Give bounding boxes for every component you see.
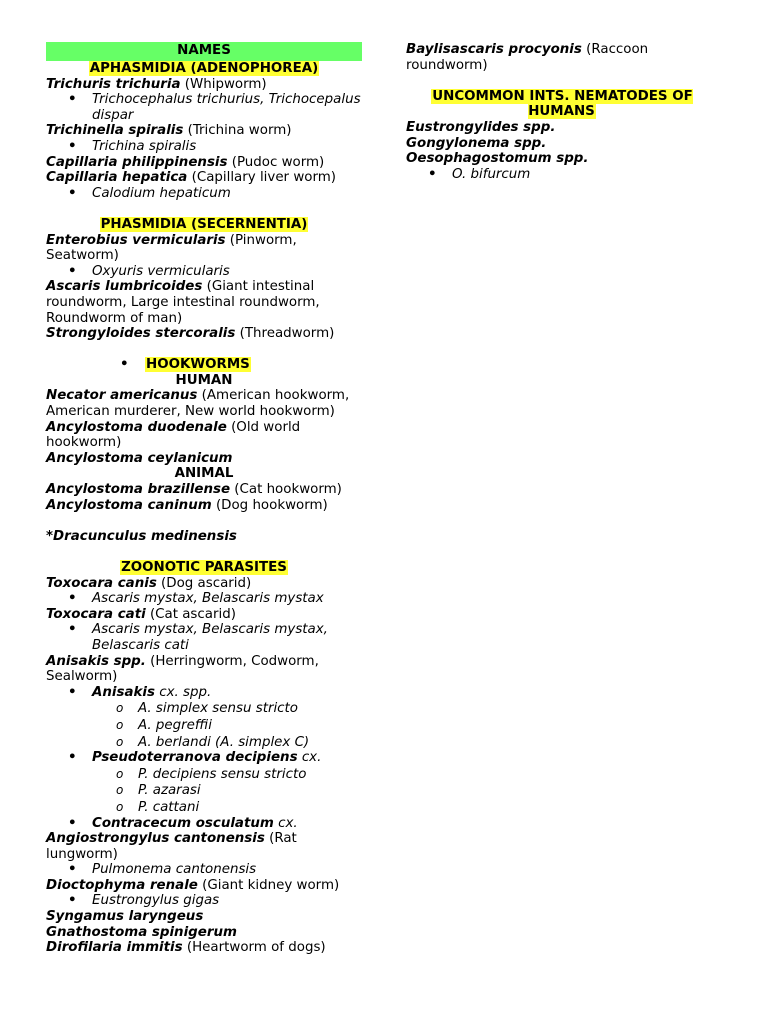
entry-ancylostoma-duodenale: Ancylostoma duodenale (Old world hookworm) [46,419,301,451]
entry-oesophagostomum: Oesophagostomum spp. [406,151,589,167]
entry-anisakis: Anisakis spp. (Herringworm, Codworm, Sealworm) [46,653,319,685]
entry-baylisascaris: Baylisascaris procyonis (Raccoon roundworm) [406,42,649,73]
entry-syngamus: Syngamus laryngeus [46,909,204,925]
entry-capillaria-hepatica: Capillaria hepatica (Capillary liver worm) [46,170,336,186]
entry-necator: Necator americanus (American hookworm, American murderer, New world hookworm) [46,388,350,420]
anisakis-species: o A. berlandi (A. simplex C) [46,735,362,751]
pseudoterranova-species: o P. cattani [46,800,362,816]
synonym-dioctophyma: • Eustrongylus gigas [46,893,362,909]
entry-trichinella: Trichinella spiralis (Trichina worm) [46,123,292,139]
aphasmidia-heading: APHASMIDIA (ADENOPHOREA) [89,61,319,76]
pseudoterranova-species: o P. decipiens sensu stricto [46,767,362,783]
synonym-capillaria-hepatica: • Calodium hepaticum [46,186,362,202]
anisakis-species: o A. pegreffii [46,718,362,734]
uncommon-heading: UNCOMMON INTS. NEMATODES OF HUMANS [432,88,693,120]
synonym-angiostrongylus: • Pulmonema cantonensis [46,862,362,878]
anisakis-species: o A. simplex sensu stricto [46,701,362,717]
entry-toxocara-canis: Toxocara canis (Dog ascarid) [46,575,252,591]
names-header: NAMES [46,42,362,61]
entry-ancylostoma-brazillense: Ancylostoma brazillense (Cat hookworm) [46,482,342,498]
hookworms-heading: • HOOKWORMS [46,357,362,373]
anisakis-complex: • Anisakis cx. spp. [46,685,362,701]
pseudoterranova-species: o P. azarasi [46,783,362,799]
entry-dracunculus: *Dracunculus medinensis [46,528,237,544]
zoonotic-heading: ZOONOTIC PARASITES [121,560,287,575]
entry-gongylonema: Gongylonema spp. [406,135,547,151]
synonym-oesophagostomum: • O. bifurcum [406,167,718,183]
entry-ascaris: Ascaris lumbricoides (Giant intestinal roundworm, Large intestinal roundworm, Roundworm of man) [46,279,320,326]
entry-dirofilaria: Dirofilaria immitis (Heartworm of dogs) [46,940,326,956]
synonym-toxocara-cati: • Ascaris mystax, Belascaris mystax, Belascaris cati [46,622,362,653]
pseudoterranova-complex: • Pseudoterranova decipiens cx. [46,750,362,766]
human-subheading: HUMAN [175,372,233,388]
entry-strongyloides: Strongyloides stercoralis (Threadworm) [46,326,335,342]
contracecum-complex: • Contracecum osculatum cx. [46,816,362,832]
entry-enterobius: Enterobius vermicularis (Pinworm, Seatworm) [46,232,297,264]
synonym-toxocara-canis: • Ascaris mystax, Belascaris mystax [46,591,362,607]
left-column [46,42,362,956]
right-column [406,42,718,182]
entry-angiostrongylus: Angiostrongylus cantonensis (Rat lungworm) [46,831,297,862]
animal-subheading: ANIMAL [174,466,234,482]
entry-eustrongylides: Eustrongylides spp. [406,119,556,135]
entry-trichuris: Trichuris trichuria (Whipworm) [46,76,267,92]
synonym-trichinella: • Trichina spiralis [46,139,362,155]
synonym-enterobius: • Oxyuris vermicularis [46,264,362,280]
entry-capillaria-philippinensis: Capillaria philippinensis (Pudoc worm) [46,154,325,170]
entry-ancylostoma-caninum: Ancylostoma caninum (Dog hookworm) [46,497,328,513]
entry-ancylostoma-ceylanicum: Ancylostoma ceylanicum [46,450,233,466]
phasmidia-heading: PHASMIDIA (SECERNENTIA) [100,216,308,232]
synonym-trichuris: • Trichocephalus trichurius, Trichocepalus dispar [46,92,362,123]
entry-gnathostoma: Gnathostoma spinigerum [46,924,237,940]
entry-dioctophyma: Dioctophyma renale (Giant kidney worm) [46,877,340,893]
entry-toxocara-cati: Toxocara cati (Cat ascarid) [46,606,236,622]
